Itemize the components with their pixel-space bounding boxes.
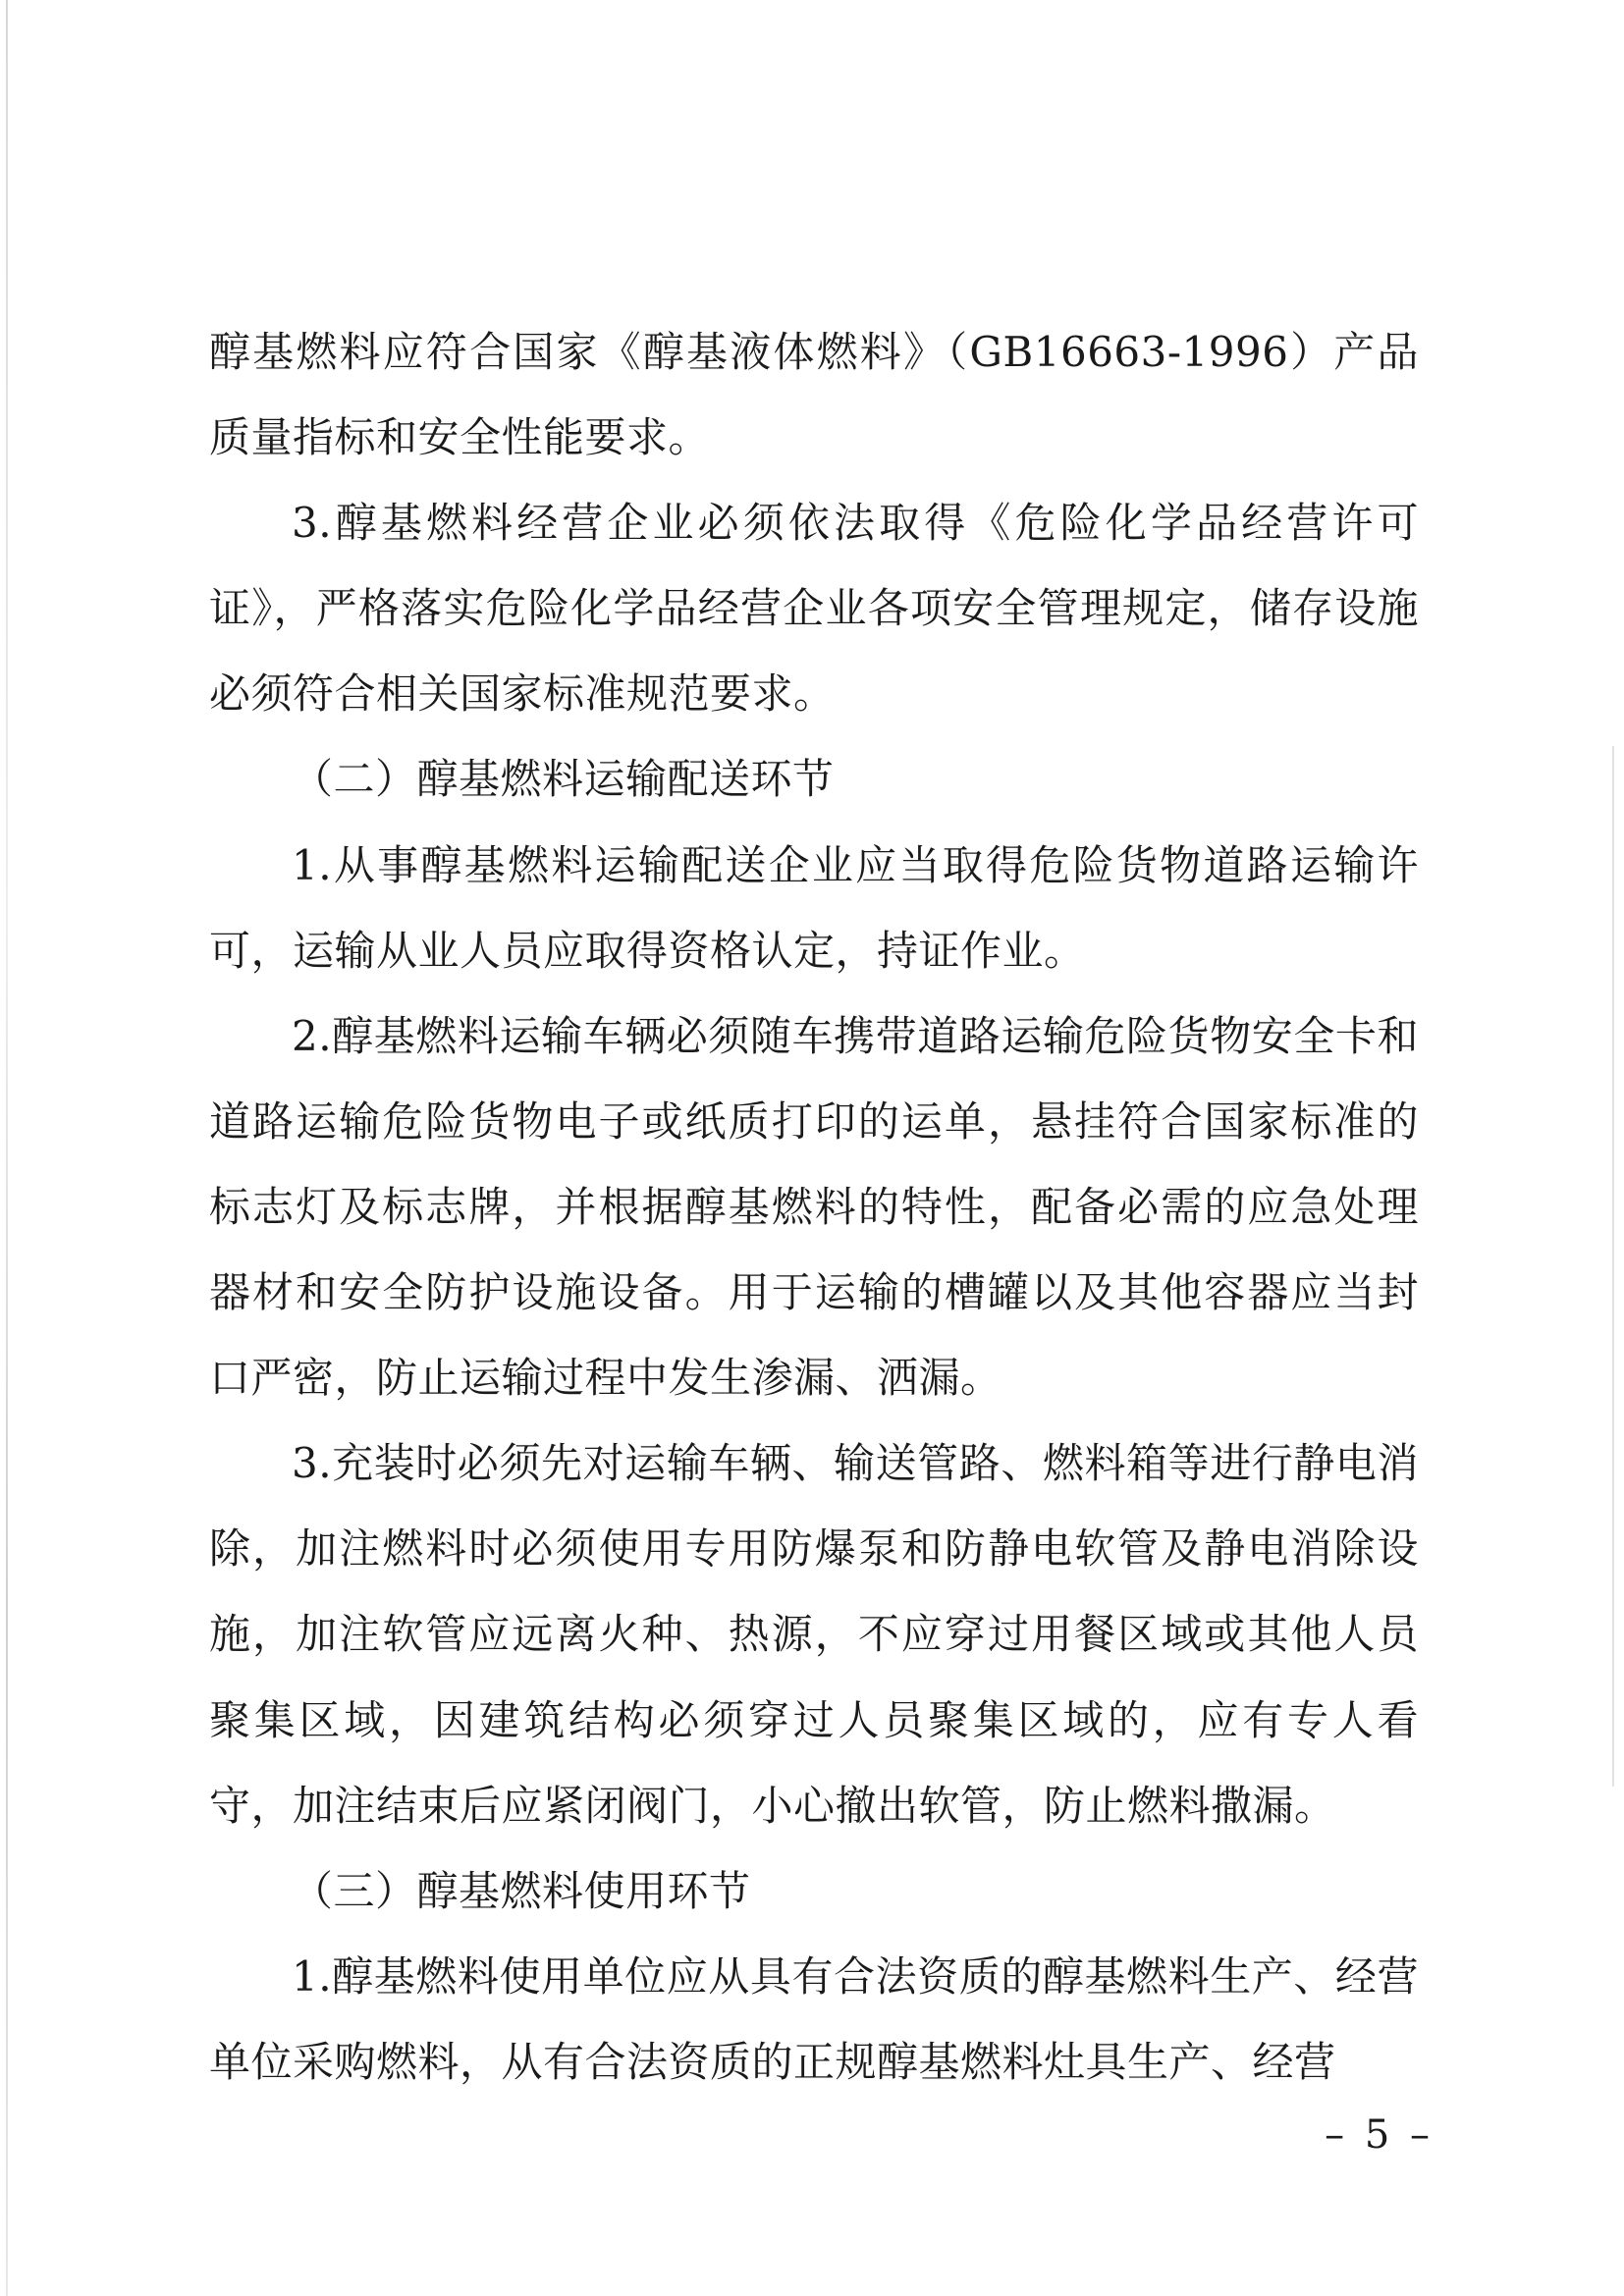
paragraph-item-3-licensing: 3.醇基燃料经营企业必须依法取得《危险化学品经营许可证》，严格落实危险化学品经营企业各项安全管理规定，储存设施必须符合相关国家标准规范要求。 (209, 499, 1419, 719)
page-number: – 5 – (1325, 2112, 1434, 2158)
scan-edge-left (6, 0, 8, 2296)
section-heading-transport: （二）醇基燃料运输配送环节 (292, 755, 835, 804)
paragraph-item-2-vehicle-requirements: 2.醇基燃料运输车辆必须随车携带道路运输危险货物安全卡和道路运输危险货物电子或纸质打印的运单，悬挂符合国家标准的标志灯及标志牌，并根据醇基燃料的特性，配备必需的应急处理器材和安全防护设施设备。用于运输的槽罐以及其他容器应当封口严密，防止运输过程中发生渗漏、洒漏。 (209, 1011, 1419, 1403)
paragraph-continuation: 醇基燃料应符合国家《醇基液体燃料》（GB16663-1996）产品质量指标和安全性能要求。 (209, 328, 1419, 462)
document-body (209, 309, 1419, 2105)
section-heading-usage: （三）醇基燃料使用环节 (292, 1866, 751, 1915)
paragraph-item-1-usage-procurement: 1.醇基燃料使用单位应从具有合法资质的醇基燃料生产、经营单位采购燃料，从有合法资质的正规醇基燃料灶具生产、经营 (209, 1951, 1419, 2086)
scan-edge-right (1612, 746, 1614, 1787)
paragraph-item-3-filling-static: 3.充装时必须先对运输车辆、输送管路、燃料箱等进行静电消除，加注燃料时必须使用专用防爆泵和防静电软管及静电消除设施，加注软管应远离火种、热源，不应穿过用餐区域或其他人员聚集区域，因建筑结构必须穿过人员聚集区域的，应有专人看守，加注结束后应紧闭阀门，小心撤出软管，防止燃料撒漏。 (209, 1439, 1419, 1830)
paragraph-item-1-transport-permit: 1.从事醇基燃料运输配送企业应当取得危险货物道路运输许可，运输从业人员应取得资格认定，持证作业。 (209, 840, 1419, 975)
